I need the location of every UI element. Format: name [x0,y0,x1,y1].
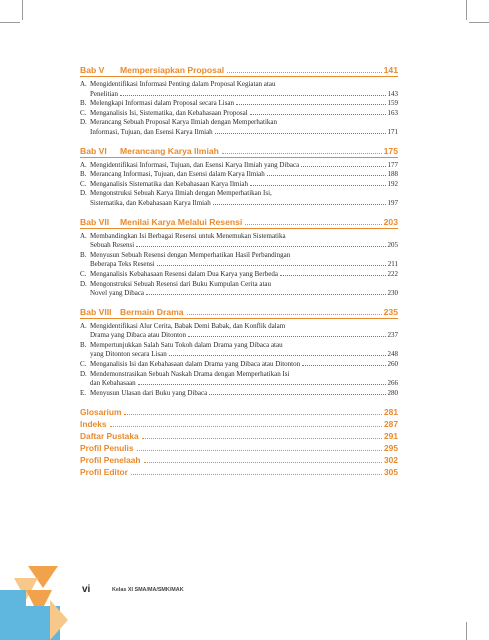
entry-line-text: Informasi, Tujuan, dan Esensi Karya Ilmiah [90,127,213,136]
dot-leader [236,104,385,105]
entry-line [90,370,398,380]
entry-page: 192 [387,179,398,188]
back-matter-page: 305 [384,467,398,478]
entry-line-text: Mengidentifikasi Alur Cerita, Babak Demi Babak, dan Konflik dalam [90,321,286,330]
entry-page: 163 [387,108,398,117]
back-matter-title: Profil Editor [80,467,128,478]
toc-entry [80,322,398,341]
back-matter-title: Glosarium [80,407,122,418]
back-matter-entry [80,466,398,478]
dot-leader [169,355,386,356]
entry-line-text: Menganalisis Sistematika dan Kebahasaan Karya Ilmiah [90,179,249,188]
entry-line [90,90,398,100]
chapter-number: Bab VII [80,216,110,227]
toc-entry [80,341,398,360]
dot-leader [250,114,386,115]
back-matter-page: 291 [384,431,398,442]
entry-line [90,260,398,270]
entry-line [90,99,398,109]
entry-line-text: Mengidentifikasi Informasi, Tujuan, dan Esensi Karya Ilmiah yang Dibaca [90,160,300,169]
chapter-page: 141 [383,65,398,75]
entry-line [90,232,398,242]
entry-page: 143 [387,89,398,98]
back-matter-title: Profil Penulis [80,443,134,454]
entry-text [90,170,398,180]
entry-line [90,180,398,190]
entry-line [90,161,398,171]
entry-page: 188 [387,170,398,179]
dot-leader [157,265,386,266]
entry-text [90,370,398,389]
entry-text [90,118,398,137]
entry-line [90,280,398,290]
chapter-heading [80,217,398,229]
entry-line [90,189,398,199]
crop-mark [466,0,467,20]
entry-line-text: Sebuah Resensi [90,241,135,250]
page-number: vi [82,584,91,595]
entry-text [90,189,398,208]
entry-letter: B. [80,99,87,108]
dot-leader [136,246,385,247]
footer-class-label: Kelas XI SMA/MA/SMK/MAK [112,587,184,593]
entry-line-text: Novel yang Dibaca [90,289,145,298]
chapter-section [80,217,398,299]
entry-letter: D. [80,189,87,198]
toc-entry [80,370,398,389]
entry-line [90,118,398,128]
entry-line-text: Beberapa Teks Resensi [90,260,155,269]
back-matter-title: Daftar Pustaka [80,431,139,442]
dot-leader [222,153,382,154]
dot-leader [120,95,386,96]
dot-leader [110,426,382,427]
crop-mark [466,622,467,640]
dot-leader [301,166,385,167]
chapter-page: 235 [383,306,398,317]
entry-letter: C. [80,360,87,369]
entry-line [90,80,398,90]
entry-letter: A. [80,80,87,88]
entry-line-text: Sistematika, dan Kebahasaan Karya Ilmiah [90,198,211,207]
entry-letter: C. [80,108,87,117]
table-of-contents [80,65,398,478]
entry-page: 177 [387,160,398,169]
entry-line-text: yang Ditonton secara Lisan [90,350,167,359]
dot-leader [209,394,385,395]
back-matter-title: Profil Penelaah [80,455,141,466]
chapter-number: Bab VI [80,145,107,156]
entry-text [90,341,398,360]
entry-text [90,280,398,299]
entry-text [90,389,398,399]
entry-letter: C. [80,179,87,188]
entry-letter: B. [80,340,87,349]
entry-line [90,341,398,351]
toc-entry [80,109,398,119]
toc-entry [80,232,398,251]
chapter-page: 203 [383,216,398,227]
entry-line [90,241,398,251]
entry-line-text: Melengkapi Informasi dalam Proposal secara Lisan [90,99,235,108]
dot-leader [213,204,386,205]
crop-mark [22,0,23,20]
entry-line [90,170,398,180]
chapter-section [80,65,398,138]
crop-mark [469,22,489,23]
entry-text [90,180,398,190]
entry-text [90,109,398,119]
chapter-heading [80,146,398,158]
back-matter-entry [80,418,398,430]
back-matter-page: 295 [384,443,398,454]
entry-letter: E. [80,388,87,397]
entry-page: 205 [387,241,398,250]
entry-line [90,199,398,209]
dot-leader [131,474,382,475]
entry-text [90,322,398,341]
toc-entry [80,99,398,109]
chapter-number: Bab VIII [80,306,112,317]
chapter-title: Mempersiapkan Proposal [120,65,225,75]
entry-line-text: Mengonstruksi Sebuah Karya Ilmiah dengan Memperhatikan Isi, [90,189,272,198]
decorative-shape [0,590,26,640]
back-matter-entry [80,454,398,466]
entry-line-text: Menyusun Sebuah Resensi dengan Memperhatikan Hasil Perbandingan [90,250,291,259]
toc-entry [80,251,398,270]
entry-text [90,232,398,251]
entry-line-text: Menyusun Ulasan dari Buku yang Dibaca [90,388,208,397]
toc-entry [80,118,398,137]
entry-page: 197 [387,198,398,207]
toc-entry [80,280,398,299]
entry-text [90,99,398,109]
entry-line [90,128,398,138]
entry-line [90,322,398,332]
entry-line-text: Membandingkan Isi Berbagai Resensi untuk Menemukan Sistematika [90,231,286,240]
toc-entry [80,170,398,180]
entry-line-text: Mempertunjukkan Salah Satu Tokoh dalam Drama yang Dibaca atau [90,340,283,349]
back-matter-page: 281 [384,407,398,418]
entry-text [90,251,398,270]
entry-letter: B. [80,170,87,179]
entry-letter: D. [80,369,87,378]
back-matter-entry [80,442,398,454]
corner-decoration [0,566,80,640]
toc-entry [80,189,398,208]
entry-page: 260 [387,360,398,369]
chapter-section [80,307,398,399]
chapter-number: Bab V [80,65,105,75]
entry-line [90,270,398,280]
entry-line [90,289,398,299]
chapter-title: Merancang Karya Ilmiah [120,145,219,156]
back-matter-entry [80,406,398,418]
dot-leader [227,72,382,73]
entry-page: 248 [387,350,398,359]
toc-entry [80,180,398,190]
entry-line-text: Penelitian [90,89,118,98]
crop-mark [0,22,20,23]
dot-leader [124,414,382,415]
entry-letter: D. [80,279,87,288]
entry-page: 159 [387,99,398,108]
back-matter-entry [80,430,398,442]
entry-line [90,109,398,119]
chapter-heading [80,65,398,77]
entry-text [90,360,398,370]
dot-leader [250,185,385,186]
dot-leader [144,462,383,463]
back-matter-list [80,406,398,478]
entry-line [90,331,398,341]
entry-line-text: Menganalisis Isi, Sistematika, dan Kebahasaan Proposal [90,108,248,117]
toc-entry [80,80,398,99]
entry-letter: A. [80,231,87,240]
entry-text [90,161,398,171]
entry-line [90,350,398,360]
chapter-title: Bermain Drama [120,306,184,317]
entry-page: 222 [387,269,398,278]
dot-leader [146,294,385,295]
entry-text [90,270,398,280]
dot-leader [280,275,386,276]
entry-line-text: Mendemonstrasikan Sebuah Naskah Drama dengan Memperhatikan Isi [90,369,290,378]
entry-line-text: dan Kebahasaan [90,379,136,388]
back-matter-page: 287 [384,419,398,430]
chapter-title: Menilai Karya Melalui Resensi [120,216,243,227]
entry-text [90,80,398,99]
entry-page: 280 [387,388,398,397]
entry-letter: C. [80,269,87,278]
dot-leader [138,384,386,385]
entry-line-text: Merancang Sebuah Proposal Karya Ilmiah dengan Memperhatikan [90,118,277,127]
entry-letter: B. [80,250,87,259]
toc-entry [80,161,398,171]
dot-leader [302,365,385,366]
entry-line [90,360,398,370]
entry-page: 171 [387,127,398,136]
entry-letter: A. [80,160,87,169]
dot-leader [137,450,382,451]
back-matter-page: 302 [384,455,398,466]
chapter-section [80,146,398,209]
entry-line-text: Drama yang Dibaca atau Ditonton [90,331,187,340]
entry-page: 237 [387,331,398,340]
entry-letter: D. [80,118,87,127]
entry-letter: A. [80,321,87,330]
entry-line-text: Menganalisis Kebahasaan Resensi dalam Dua Karya yang Berbeda [90,269,278,278]
chapter-page: 175 [383,145,398,156]
dot-leader [188,336,385,337]
entry-line-text: Merancang Informasi, Tujuan, dan Esensi dalam Karya Ilmiah [90,170,265,179]
entry-line-text: Mengonstruksi Sebuah Resensi dari Buku Kumpulan Cerita atau [90,279,271,288]
dot-leader [245,224,381,225]
entry-line-text: Mengidentifikasi Informasi Penting dalam Proposal Kegiatan atau [90,80,276,88]
dot-leader [187,314,382,315]
entry-page: 230 [387,289,398,298]
entry-line [90,379,398,389]
entry-page: 211 [387,260,398,269]
toc-entry [80,389,398,399]
entry-page: 266 [387,379,398,388]
chapter-heading [80,307,398,319]
toc-entry [80,270,398,280]
entry-line-text: Menganalisis Isi dan Kebahasaan dalam Drama yang Dibaca atau Ditonton [90,360,301,369]
entry-line [90,251,398,261]
entry-line [90,389,398,399]
back-matter-title: Indeks [80,419,107,430]
dot-leader [267,175,386,176]
dot-leader [142,438,382,439]
dot-leader [215,133,386,134]
toc-entry [80,360,398,370]
